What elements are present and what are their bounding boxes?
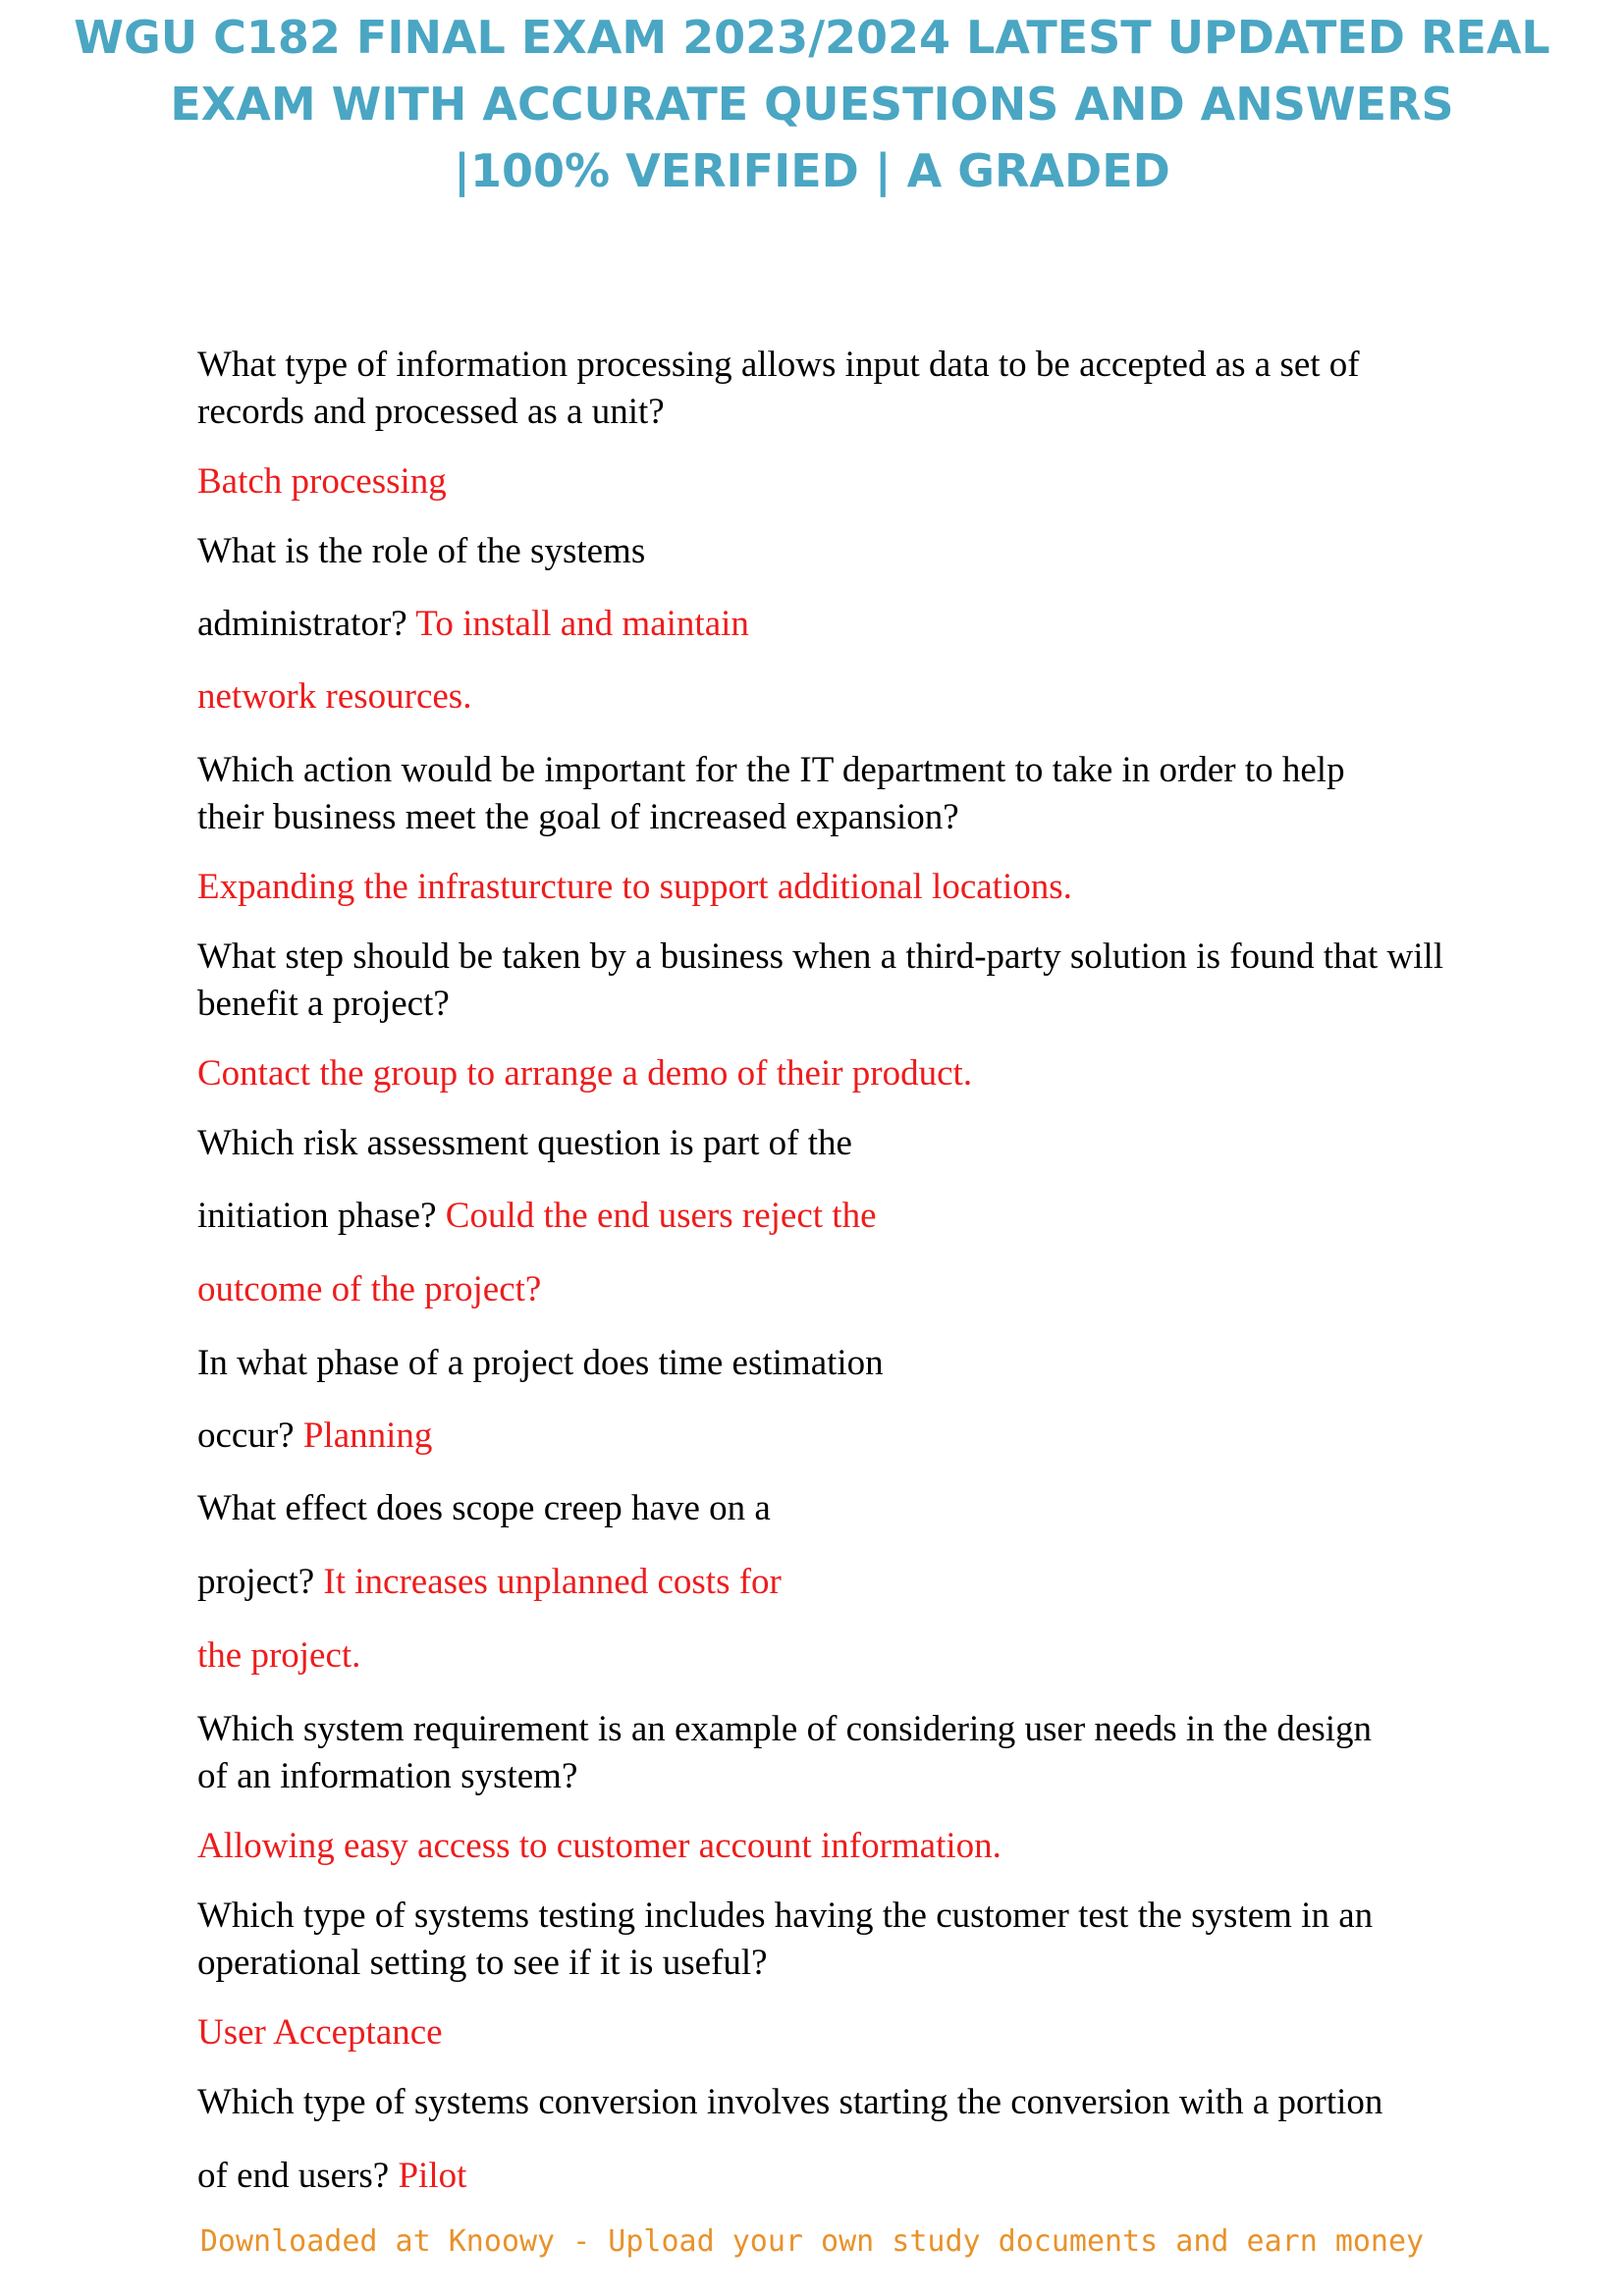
question-text: Which action would be important for the IT department to take in order to help	[197, 750, 1345, 790]
question-text: their business meet the goal of increased expansion?	[197, 797, 959, 837]
qa-line	[197, 389, 1533, 436]
answer-text: Allowing easy access to customer account information.	[197, 1826, 1001, 1866]
question-text: occur?	[197, 1415, 303, 1456]
qa-line	[197, 1485, 1533, 1532]
qa-line	[197, 2153, 1533, 2200]
qa-line	[197, 528, 1533, 575]
qa-line	[197, 1193, 1533, 1240]
title-line-2: EXAM WITH ACCURATE QUESTIONS AND ANSWERS	[170, 78, 1454, 131]
question-text: records and processed as a unit?	[197, 392, 665, 432]
qa-line	[197, 601, 1533, 648]
question-text: In what phase of a project does time estimation	[197, 1343, 884, 1383]
qa-line	[197, 1753, 1533, 1800]
answer-text: Pilot	[398, 2156, 467, 2196]
qa-line	[197, 1893, 1533, 1940]
answer-text: Could the end users reject the	[445, 1196, 877, 1236]
download-footer: Downloaded at Knoowy - Upload your own study documents and earn money	[199, 2224, 1425, 2259]
qa-line	[197, 1823, 1533, 1870]
qa-line	[197, 673, 1533, 721]
question-text: of end users?	[197, 2156, 399, 2196]
title-line-3: |100% VERIFIED | A GRADED	[454, 144, 1170, 197]
qa-line	[197, 1940, 1533, 1987]
qa-line	[197, 981, 1533, 1028]
qa-line	[197, 747, 1533, 794]
question-text: benefit a project?	[197, 984, 450, 1024]
document-title	[0, 0, 1624, 204]
answer-text: network resources.	[197, 676, 472, 717]
answer-text: User Acceptance	[197, 2012, 443, 2053]
title-line-1: WGU C182 FINAL EXAM 2023/2024 LATEST UPDATED REAL	[74, 11, 1550, 64]
qa-line	[197, 1050, 1533, 1097]
qa-line	[197, 1632, 1533, 1680]
answer-text: Expanding the infrasturcture to support additional locations.	[197, 867, 1072, 907]
question-text: Which type of systems testing includes having the customer test the system in an	[197, 1896, 1374, 1936]
question-text: administrator?	[197, 604, 416, 644]
qa-line	[197, 1559, 1533, 1606]
question-text: operational setting to see if it is useful?	[197, 1943, 768, 1983]
answer-text: Batch processing	[197, 461, 447, 502]
qa-line	[197, 864, 1533, 911]
question-text: initiation phase?	[197, 1196, 446, 1236]
answer-text: To install and maintain	[415, 604, 749, 644]
qa-line	[197, 1266, 1533, 1313]
qa-line	[197, 1120, 1533, 1167]
qa-line	[197, 1340, 1533, 1387]
qa-line	[197, 342, 1533, 389]
qa-line	[197, 2009, 1533, 2056]
answer-text: It increases unplanned costs for	[323, 1562, 782, 1602]
answer-text: Planning	[302, 1415, 433, 1456]
question-text: Which system requirement is an example of considering user needs in the design	[197, 1709, 1372, 1749]
qa-line	[197, 794, 1533, 841]
question-text: project?	[197, 1562, 324, 1602]
question-text: Which risk assessment question is part of the	[197, 1123, 852, 1163]
question-text: What step should be taken by a business when a third-party solution is found that will	[197, 936, 1444, 977]
qa-line	[197, 934, 1533, 981]
question-text: What type of information processing allows input data to be accepted as a set of	[197, 345, 1360, 385]
qa-line	[197, 1706, 1533, 1753]
question-text: Which type of systems conversion involves starting the conversion with a portion	[197, 2082, 1383, 2122]
answer-text: Contact the group to arrange a demo of their product.	[197, 1053, 973, 1094]
question-text: What effect does scope creep have on a	[197, 1488, 771, 1528]
answer-text: the project.	[197, 1635, 361, 1676]
qa-line	[197, 2079, 1533, 2126]
answer-text: outcome of the project?	[197, 1269, 542, 1309]
question-text: of an information system?	[197, 1756, 578, 1796]
qa-line	[197, 458, 1533, 506]
qa-line	[197, 1413, 1533, 1460]
question-text: What is the role of the systems	[197, 531, 646, 571]
